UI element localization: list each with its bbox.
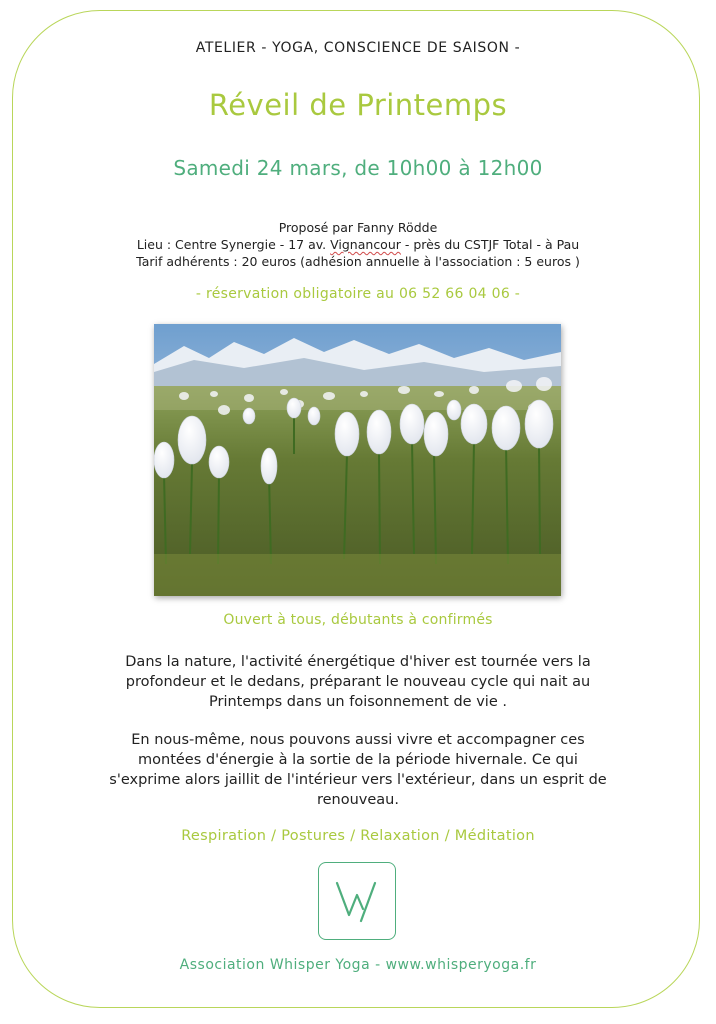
paragraph-line: s'exprime alors jaillit de l'intérieur vers l'extérieur, dans un esprit de: [109, 772, 607, 788]
proposed-by: Proposé par Fanny Rödde: [278, 220, 438, 235]
event-date: Samedi 24 mars, de 10h00 à 12h00: [173, 156, 543, 180]
audience-note: Ouvert à tous, débutants à confirmés: [223, 612, 493, 628]
practices-list: Respiration / Postures / Relaxation / Méditation: [181, 828, 535, 844]
venue-suffix: - près du CSTJF Total - à Pau: [400, 237, 580, 252]
venue-prefix: Lieu : Centre Synergie - 17 av.: [136, 237, 331, 252]
crocus-photo: [154, 324, 561, 596]
event-info: [0, 219, 716, 270]
event-header: ATELIER - YOGA, CONSCIENCE DE SAISON -: [195, 40, 521, 56]
price: Tarif adhérents : 20 euros (adhésion annuelle à l'association : 5 euros ): [136, 254, 580, 269]
whisper-yoga-logo: [318, 862, 396, 940]
footer-association: Association Whisper Yoga - www.whisperyoga.fr: [179, 957, 537, 973]
venue: [0, 236, 716, 253]
paragraph-line: profondeur et le dedans, préparant le nouveau cycle qui nait au: [125, 674, 591, 690]
paragraph-line: Dans la nature, l'activité énergétique d'hiver est tournée vers la: [125, 654, 591, 670]
paragraph-line: Printemps dans un foisonnement de vie .: [209, 694, 507, 710]
paragraph-line: montées d'énergie à la sortie de la période hivernale. Ce qui: [138, 752, 578, 768]
page-title: Réveil de Printemps: [208, 88, 508, 122]
paragraph-nature: [0, 652, 716, 712]
wy-logo-icon: [319, 863, 394, 938]
paragraph-line: renouveau.: [316, 792, 399, 808]
venue-street: Vignancour: [330, 237, 401, 252]
reservation-note: - réservation obligatoire au 06 52 66 04 06 -: [195, 286, 521, 302]
paragraph-ourselves: [0, 730, 716, 810]
paragraph-line: En nous-même, nous pouvons aussi vivre et accompagner ces: [131, 732, 585, 748]
